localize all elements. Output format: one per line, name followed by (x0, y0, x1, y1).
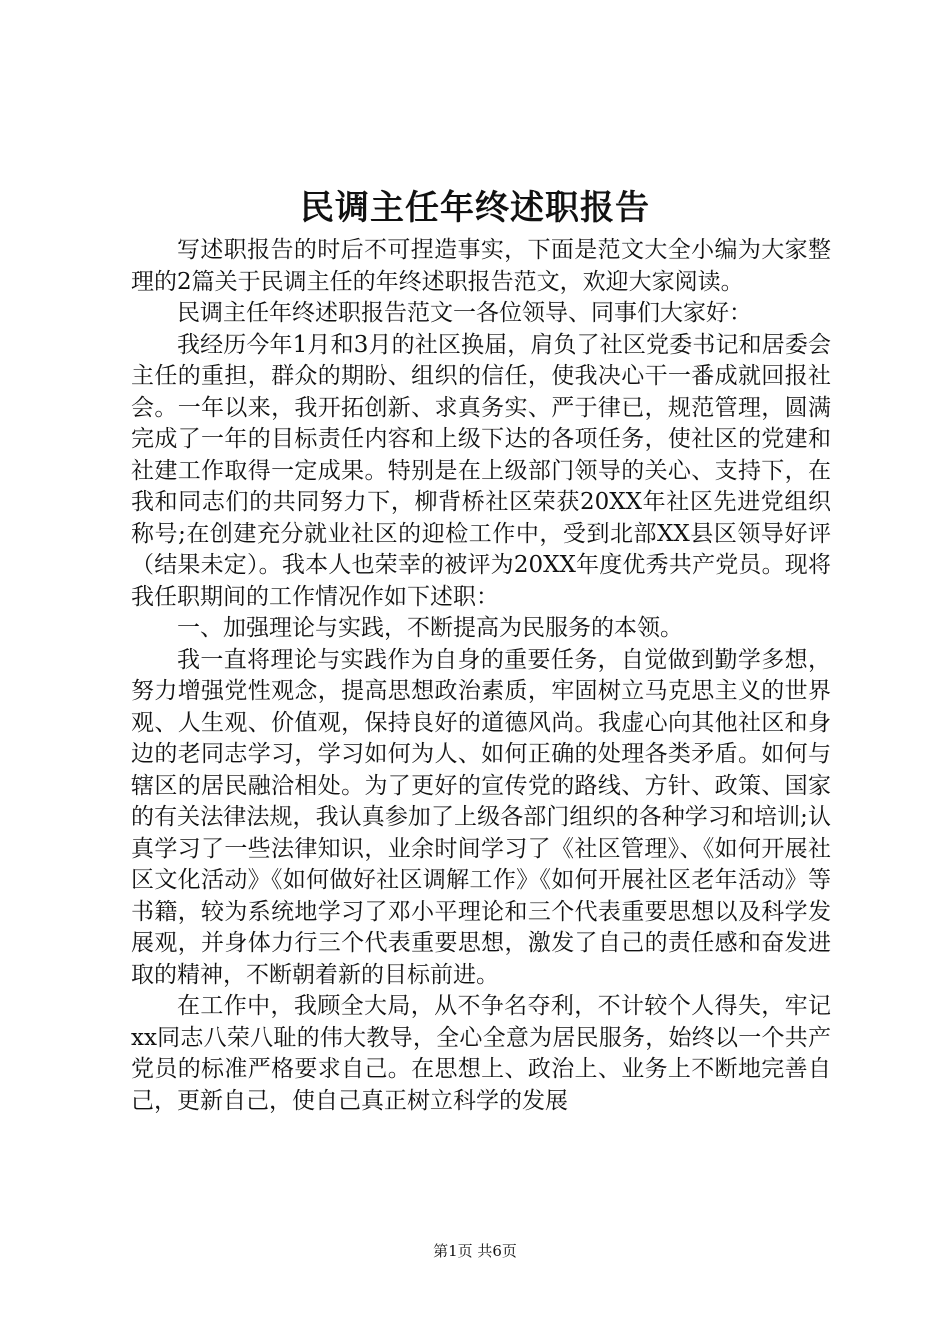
paragraph-study: 我一直将理论与实践作为自身的重要任务，自觉做到勤学多想，努力增强党性观念，提高思想政治素质，牢固树立马克思主义的世界观、人生观、价值观，保持良好的道德风尚。我虚心向其他社区和身边的老同志学习，学习如何为人、如何正确的处理各类矛盾。如何与辖区的居民融洽相处。为了更好的宣传党的路线、方针、政策、国家的有关法律法规，我认真参加了上级各部门组织的各种学习和培训;认真学习了一些法律知识，业余时间学习了《社区管理》、《如何开展社区文化活动》《如何做好社区调解工作》《如何开展社区老年活动》等书籍，较为系统地学习了邓小平理论和三个代表重要思想以及科学发展观，并身体力行三个代表重要思想，激发了自己的责任感和奋发进取的精神，不断朝着新的目标前进。 (131, 646, 831, 988)
section-heading-1: 一、加强理论与实践，不断提高为民服务的本领。 (177, 615, 683, 641)
page-title: 民调主任年终述职报告 (300, 188, 650, 228)
document-body (131, 235, 831, 1117)
page-number-footer: 第1页 共6页 (433, 1242, 517, 1260)
paragraph-greeting: 民调主任年终述职报告范文一各位领导、同事们大家好： (177, 300, 752, 326)
paragraph-work: 在工作中，我顾全大局，从不争名夺利，不计较个人得失，牢记xx同志八荣八耻的伟大教导，全心全意为居民服务，始终以一个共产党员的标准严格要求自己。在思想上、政治上、业务上不断地完善自己，更新自己，使自己真正树立科学的发展 (131, 993, 831, 1114)
paragraph-overview: 我经历今年1月和3月的社区换届，肩负了社区党委书记和居委会主任的重担，群众的期盼、组织的信任，使我决心干一番成就回报社会。一年以来，我开拓创新、求真务实、严于律已，规范管理，圆满完成了一年的目标责任内容和上级下达的各项任务，使社区的党建和社建工作取得一定成果。特别是在上级部门领导的关心、支持下，在我和同志们的共同努力下，柳背桥社区荣获20XX年社区先进党组织称号;在创建充分就业社区的迎检工作中，受到北部XX县区领导好评（结果未定）。我本人也荣幸的被评为20XX年度优秀共产党员。现将我任职期间的工作情况作如下述职： (131, 331, 831, 610)
paragraph-intro: 写述职报告的时后不可捏造事实，下面是范文大全小编为大家整理的2篇关于民调主任的年终述职报告范文，欢迎大家阅读。 (131, 237, 831, 295)
